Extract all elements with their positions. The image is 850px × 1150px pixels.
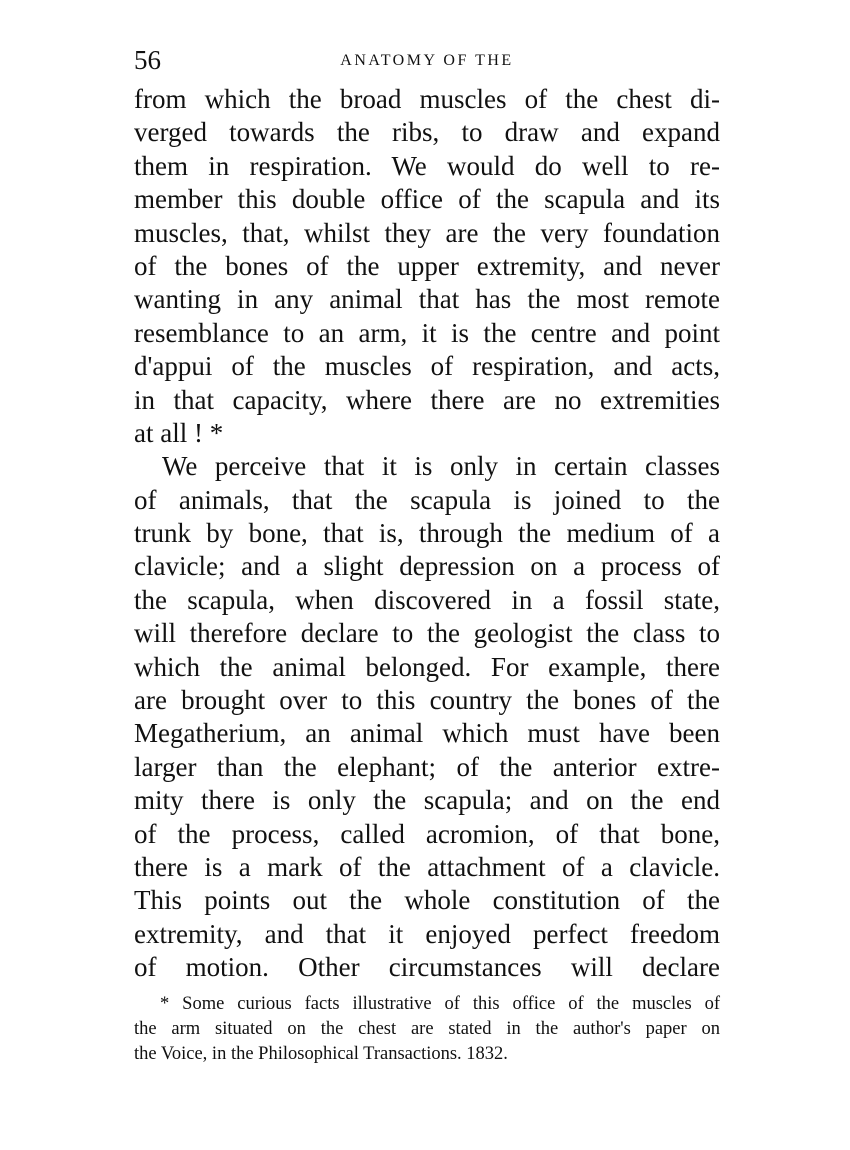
body-line: muscles, that, whilst they are the very foundation [134,217,720,248]
footnote [134,992,720,1067]
footnote-line: * Some curious facts illustrative of this office of the muscles of [160,994,720,1014]
footnote-line: the Voice, in the Philosophical Transactions. 1832. [134,1044,508,1064]
body-line: are brought over to this country the bones of the [134,685,720,716]
body-line: This points out the whole constitution of the [134,885,720,916]
page-number: 56 [134,45,161,75]
body-line: resemblance to an arm, it is the centre and point [134,317,720,348]
body-line: from which the broad muscles of the chest di- [134,84,720,114]
body-line: of the process, called acromion, of that bone, [134,818,720,849]
body-line: d'appui of the muscles of respiration, and acts, [134,351,720,382]
footnote-line: the arm situated on the chest are stated in the author's paper on [134,1019,720,1039]
body-line: trunk by bone, that is, through the medium of a [134,518,720,549]
body-line: the scapula, when discovered in a fossil state, [134,584,720,615]
body-line: verged towards the ribs, to draw and expand [134,117,720,148]
running-head [134,44,720,76]
body-line: of the bones of the upper extremity, and never [134,250,720,281]
body-line: mity there is only the scapula; and on the end [134,785,720,816]
body-line: Megatherium, an animal which must have been [134,718,720,749]
body-line: will therefore declare to the geologist the class to [134,618,720,649]
body-line: larger than the elephant; of the anterior extre- [134,751,720,782]
body-line: We perceive that it is only in certain classes [162,451,720,482]
body-line: of motion. Other circumstances will declare [134,952,720,983]
body-line: clavicle; and a slight depression on a process of [134,551,720,582]
body-line: at all ! * [134,417,224,448]
body-line: extremity, and that it enjoyed perfect freedom [134,918,720,949]
body-text [134,83,720,985]
body-line: wanting in any animal that has the most remote [134,284,720,315]
body-line: in that capacity, where there are no extremities [134,384,720,415]
body-line: them in respiration. We would do well to re- [134,150,720,181]
body-line: which the animal belonged. For example, there [134,651,720,682]
body-line: of animals, that the scapula is joined to the [134,484,720,515]
running-title: ANATOMY OF THE [340,52,514,69]
body-line: member this double office of the scapula and its [134,184,720,215]
body-line: there is a mark of the attachment of a clavicle. [134,851,720,882]
